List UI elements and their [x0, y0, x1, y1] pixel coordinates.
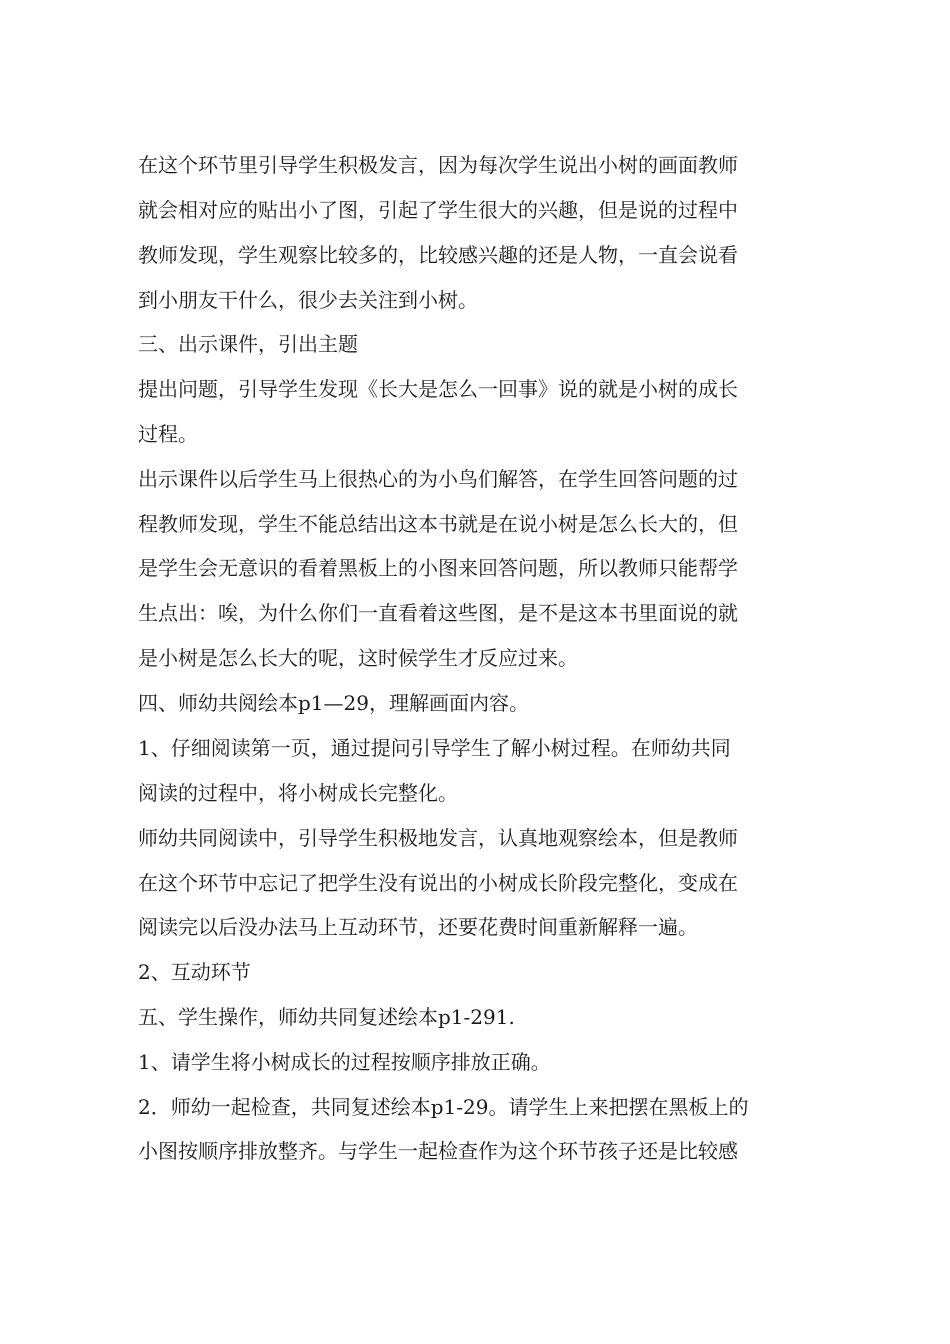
text-line: 1、仔细阅读第一页，通过提问引导学生了解小树过程。在师幼共同: [138, 736, 731, 760]
text-line: 阅读完以后没办法马上互动环节，还要花费时间重新解释一遍。: [138, 915, 698, 939]
text-line: 就会相对应的贴出小了图，引起了学生很大的兴趣，但是说的过程中: [138, 198, 738, 222]
text-line: 程教师发现，学生不能总结出这本书就是在说小树是怎么长大的，但: [138, 512, 738, 536]
text-line: 过程。: [138, 422, 198, 446]
text-line: 出示课件以后学生马上很热心的为小鸟们解答，在学生回答问题的过: [138, 467, 738, 491]
text-line: 小图按顺序排放整齐。与学生一起检查作为这个环节孩子还是比较感: [138, 1139, 738, 1163]
text-line: 教师发现，学生观察比较多的，比较感兴趣的还是人物，一直会说看: [138, 243, 738, 267]
text-line: 2．师幼一起检查，共同复述绘本p1-29。请学生上来把摆在黑板上的: [138, 1095, 749, 1119]
text-line: 1、请学生将小树成长的过程按顺序排放正确。: [138, 1050, 551, 1074]
text-line: 是小树是怎么长大的呢，这时候学生才反应过来。: [138, 646, 578, 670]
section-heading: 四、师幼共阅绘本p1—29，理解画面内容。: [138, 691, 529, 715]
section-heading: 2、互动环节: [138, 960, 251, 984]
section-heading: 五、学生操作，师幼共同复述绘本p1-291.: [138, 1005, 515, 1029]
text-line: 是学生会无意识的看着黑板上的小图来回答问题，所以教师只能帮学: [138, 556, 738, 580]
text-line: 在这个环节中忘记了把学生没有说出的小树成长阶段完整化，变成在: [138, 871, 738, 895]
text-line: 生点出：唉，为什么你们一直看着这些图，是不是这本书里面说的就: [138, 601, 738, 625]
text-line: 阅读的过程中，将小树成长完整化。: [138, 781, 458, 805]
text-line: 师幼共同阅读中，引导学生积极地发言，认真地观察绘本，但是教师: [138, 826, 738, 850]
text-line: 提出问题，引导学生发现《长大是怎么一回事》说的就是小树的成长: [138, 377, 738, 401]
text-line: 在这个环节里引导学生积极发言，因为每次学生说出小树的画面教师: [138, 153, 738, 177]
text-line: 到小朋友干什么，很少去关注到小树。: [138, 288, 478, 312]
section-heading: 三、出示课件，引出主题: [138, 332, 358, 356]
